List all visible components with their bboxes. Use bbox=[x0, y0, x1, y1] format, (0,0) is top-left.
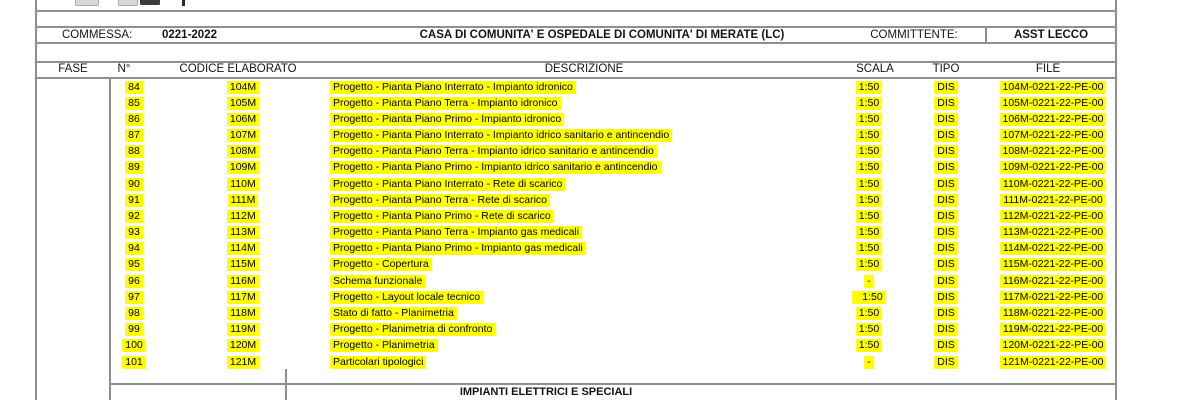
row-descrizione: Progetto - Pianta Piano Terra - Impianto gas medicali bbox=[330, 225, 582, 241]
row-file: 109M-0221-22-PE-00 bbox=[995, 160, 1111, 176]
row-number: 97 bbox=[110, 289, 158, 305]
row-number: 101 bbox=[110, 354, 158, 370]
column-header-fase: FASE bbox=[58, 63, 88, 75]
row-tipo: DIS bbox=[922, 128, 970, 144]
row-number: 96 bbox=[110, 273, 158, 289]
row-tipo: DIS bbox=[922, 305, 970, 321]
commessa-value: 0221-2022 bbox=[162, 29, 217, 41]
column-header-numero: N° bbox=[117, 63, 131, 75]
table-row bbox=[0, 176, 1200, 192]
row-number: 91 bbox=[110, 192, 158, 208]
row-scala: 1:50 bbox=[845, 111, 893, 127]
table-row bbox=[0, 257, 1200, 273]
row-descrizione: Schema funzionale bbox=[330, 273, 425, 289]
row-descrizione: Progetto - Pianta Piano Interrato - Impianto idrico sanitario e antincendio bbox=[330, 128, 672, 144]
row-scala: 1:50 bbox=[845, 144, 893, 160]
row-file: 114M-0221-22-PE-00 bbox=[995, 241, 1111, 257]
table-row bbox=[0, 322, 1200, 338]
row-codice: 106M bbox=[215, 111, 271, 127]
row-descrizione: Progetto - Pianta Piano Interrato - Impianto idronico bbox=[330, 79, 576, 95]
row-file: 116M-0221-22-PE-00 bbox=[995, 273, 1111, 289]
project-title: CASA DI COMUNITA' E OSPEDALE DI COMUNITA' DI MERATE (LC) bbox=[419, 29, 785, 41]
row-file: 118M-0221-22-PE-00 bbox=[995, 305, 1111, 321]
row-tipo: DIS bbox=[922, 208, 970, 224]
row-file: 111M-0221-22-PE-00 bbox=[995, 192, 1111, 208]
row-number: 84 bbox=[110, 79, 158, 95]
row-codice: 115M bbox=[215, 257, 271, 273]
table-row bbox=[0, 79, 1200, 95]
row-scala: 1:50 bbox=[845, 305, 893, 321]
committente-value: ASST LECCO bbox=[1013, 29, 1089, 41]
row-number: 100 bbox=[110, 338, 158, 354]
row-scala: 1:50 bbox=[845, 176, 893, 192]
column-header-descrizione: DESCRIZIONE bbox=[544, 63, 624, 75]
row-file: 105M-0221-22-PE-00 bbox=[995, 95, 1111, 111]
row-tipo: DIS bbox=[922, 160, 970, 176]
commessa-label: COMMESSA: bbox=[62, 29, 133, 41]
row-descrizione: Progetto - Pianta Piano Interrato - Rete di scarico bbox=[330, 176, 565, 192]
row-tipo: DIS bbox=[922, 192, 970, 208]
section-footer-title: IMPIANTI ELETTRICI E SPECIALI bbox=[459, 386, 633, 398]
row-codice: 116M bbox=[215, 273, 271, 289]
row-scala: 1:50 bbox=[845, 128, 893, 144]
text-cursor-mark bbox=[182, 0, 185, 6]
table-row bbox=[0, 111, 1200, 127]
row-tipo: DIS bbox=[922, 111, 970, 127]
row-codice: 110M bbox=[215, 176, 271, 192]
row-tipo: DIS bbox=[922, 176, 970, 192]
row-scala: 1:50 bbox=[845, 208, 893, 224]
row-file: 117M-0221-22-PE-00 bbox=[995, 289, 1111, 305]
clipped-toolbar-icon bbox=[75, 0, 99, 6]
row-codice: 112M bbox=[215, 208, 271, 224]
row-codice: 121M bbox=[215, 354, 271, 370]
row-number: 90 bbox=[110, 176, 158, 192]
row-codice: 108M bbox=[215, 144, 271, 160]
row-tipo: DIS bbox=[922, 354, 970, 370]
row-scala: 1:50 bbox=[845, 241, 893, 257]
row-file: 108M-0221-22-PE-00 bbox=[995, 144, 1111, 160]
row-tipo: DIS bbox=[922, 322, 970, 338]
row-descrizione: Progetto - Pianta Piano Primo - Rete di scarico bbox=[330, 208, 554, 224]
clipped-toolbar-icon bbox=[118, 0, 138, 6]
row-file: 106M-0221-22-PE-00 bbox=[995, 111, 1111, 127]
table-row bbox=[0, 241, 1200, 257]
row-scala: 1:50 bbox=[845, 289, 893, 305]
row-file: 107M-0221-22-PE-00 bbox=[995, 128, 1111, 144]
committente-divider bbox=[985, 26, 987, 44]
row-codice: 113M bbox=[215, 225, 271, 241]
row-scala: 1:50 bbox=[845, 225, 893, 241]
row-scala: 1:50 bbox=[845, 257, 893, 273]
row-descrizione: Progetto - Pianta Piano Primo - Impianto gas medicali bbox=[330, 241, 586, 257]
row-codice: 114M bbox=[215, 241, 271, 257]
row-scala: 1:50 bbox=[845, 338, 893, 354]
row-descrizione: Progetto - Pianta Piano Terra - Impianto idronico bbox=[330, 95, 561, 111]
row-descrizione: Progetto - Planimetria di confronto bbox=[330, 322, 495, 338]
row-codice: 120M bbox=[215, 338, 271, 354]
top-border-line bbox=[35, 10, 1117, 12]
row-descrizione: Progetto - Layout locale tecnico bbox=[330, 289, 483, 305]
row-tipo: DIS bbox=[922, 225, 970, 241]
row-descrizione: Progetto - Pianta Piano Terra - Impianto idrico sanitario e antincendio bbox=[330, 144, 657, 160]
table-row bbox=[0, 160, 1200, 176]
row-scala: 1:50 bbox=[845, 95, 893, 111]
row-number: 94 bbox=[110, 241, 158, 257]
row-number: 89 bbox=[110, 160, 158, 176]
row-tipo: DIS bbox=[922, 144, 970, 160]
row-descrizione: Progetto - Pianta Piano Primo - Impianto idrico sanitario e antincendio bbox=[330, 160, 661, 176]
row-scala: - bbox=[845, 273, 893, 289]
row-codice: 105M bbox=[215, 95, 271, 111]
table-row bbox=[0, 95, 1200, 111]
table-row bbox=[0, 354, 1200, 370]
row-tipo: DIS bbox=[922, 338, 970, 354]
row-file: 112M-0221-22-PE-00 bbox=[995, 208, 1111, 224]
row-descrizione: Particolari tipologici bbox=[330, 354, 426, 370]
row-file: 120M-0221-22-PE-00 bbox=[995, 338, 1111, 354]
row-file: 115M-0221-22-PE-00 bbox=[995, 257, 1111, 273]
row-number: 85 bbox=[110, 95, 158, 111]
row-tipo: DIS bbox=[922, 289, 970, 305]
column-header-scala: SCALA bbox=[856, 63, 894, 75]
row-codice: 109M bbox=[215, 160, 271, 176]
table-row bbox=[0, 192, 1200, 208]
table-row bbox=[0, 305, 1200, 321]
table-row bbox=[0, 225, 1200, 241]
clipped-toolbar-icon bbox=[140, 0, 160, 5]
table-row bbox=[0, 273, 1200, 289]
row-descrizione: Progetto - Pianta Piano Primo - Impianto idronico bbox=[330, 111, 564, 127]
row-descrizione: Progetto - Planimetria bbox=[330, 338, 438, 354]
row-number: 99 bbox=[110, 322, 158, 338]
row-codice: 119M bbox=[215, 322, 271, 338]
table-body bbox=[0, 79, 1200, 370]
project-bar-bottom-line bbox=[35, 42, 1117, 44]
table-row bbox=[0, 144, 1200, 160]
row-codice: 104M bbox=[215, 79, 271, 95]
row-file: 113M-0221-22-PE-00 bbox=[995, 225, 1111, 241]
row-file: 110M-0221-22-PE-00 bbox=[995, 176, 1111, 192]
row-scala: - bbox=[845, 354, 893, 370]
row-file: 121M-0221-22-PE-00 bbox=[995, 354, 1111, 370]
row-number: 92 bbox=[110, 208, 158, 224]
row-tipo: DIS bbox=[922, 273, 970, 289]
row-number: 95 bbox=[110, 257, 158, 273]
table-row bbox=[0, 128, 1200, 144]
column-header-codice: CODICE ELABORATO bbox=[179, 63, 297, 75]
row-codice: 117M bbox=[215, 289, 271, 305]
row-file: 104M-0221-22-PE-00 bbox=[995, 79, 1111, 95]
row-descrizione: Stato di fatto - Planimetria bbox=[330, 305, 457, 321]
row-scala: 1:50 bbox=[845, 322, 893, 338]
row-scala: 1:50 bbox=[845, 160, 893, 176]
row-codice: 118M bbox=[215, 305, 271, 321]
table-row bbox=[0, 289, 1200, 305]
row-tipo: DIS bbox=[922, 95, 970, 111]
row-tipo: DIS bbox=[922, 79, 970, 95]
row-number: 86 bbox=[110, 111, 158, 127]
table-row bbox=[0, 208, 1200, 224]
committente-label: COMMITTENTE: bbox=[870, 29, 958, 41]
row-descrizione: Progetto - Pianta Piano Terra - Rete di scarico bbox=[330, 192, 550, 208]
row-tipo: DIS bbox=[922, 241, 970, 257]
row-number: 98 bbox=[110, 305, 158, 321]
row-number: 87 bbox=[110, 128, 158, 144]
row-tipo: DIS bbox=[922, 257, 970, 273]
row-codice: 111M bbox=[215, 192, 271, 208]
row-scala: 1:50 bbox=[845, 79, 893, 95]
row-codice: 107M bbox=[215, 128, 271, 144]
table-row bbox=[0, 338, 1200, 354]
column-header-file: FILE bbox=[1035, 63, 1061, 75]
row-file: 119M-0221-22-PE-00 bbox=[995, 322, 1111, 338]
column-header-tipo: TIPO bbox=[932, 63, 960, 75]
row-scala: 1:50 bbox=[845, 192, 893, 208]
row-number: 93 bbox=[110, 225, 158, 241]
row-number: 88 bbox=[110, 144, 158, 160]
row-descrizione: Progetto - Copertura bbox=[330, 257, 432, 273]
